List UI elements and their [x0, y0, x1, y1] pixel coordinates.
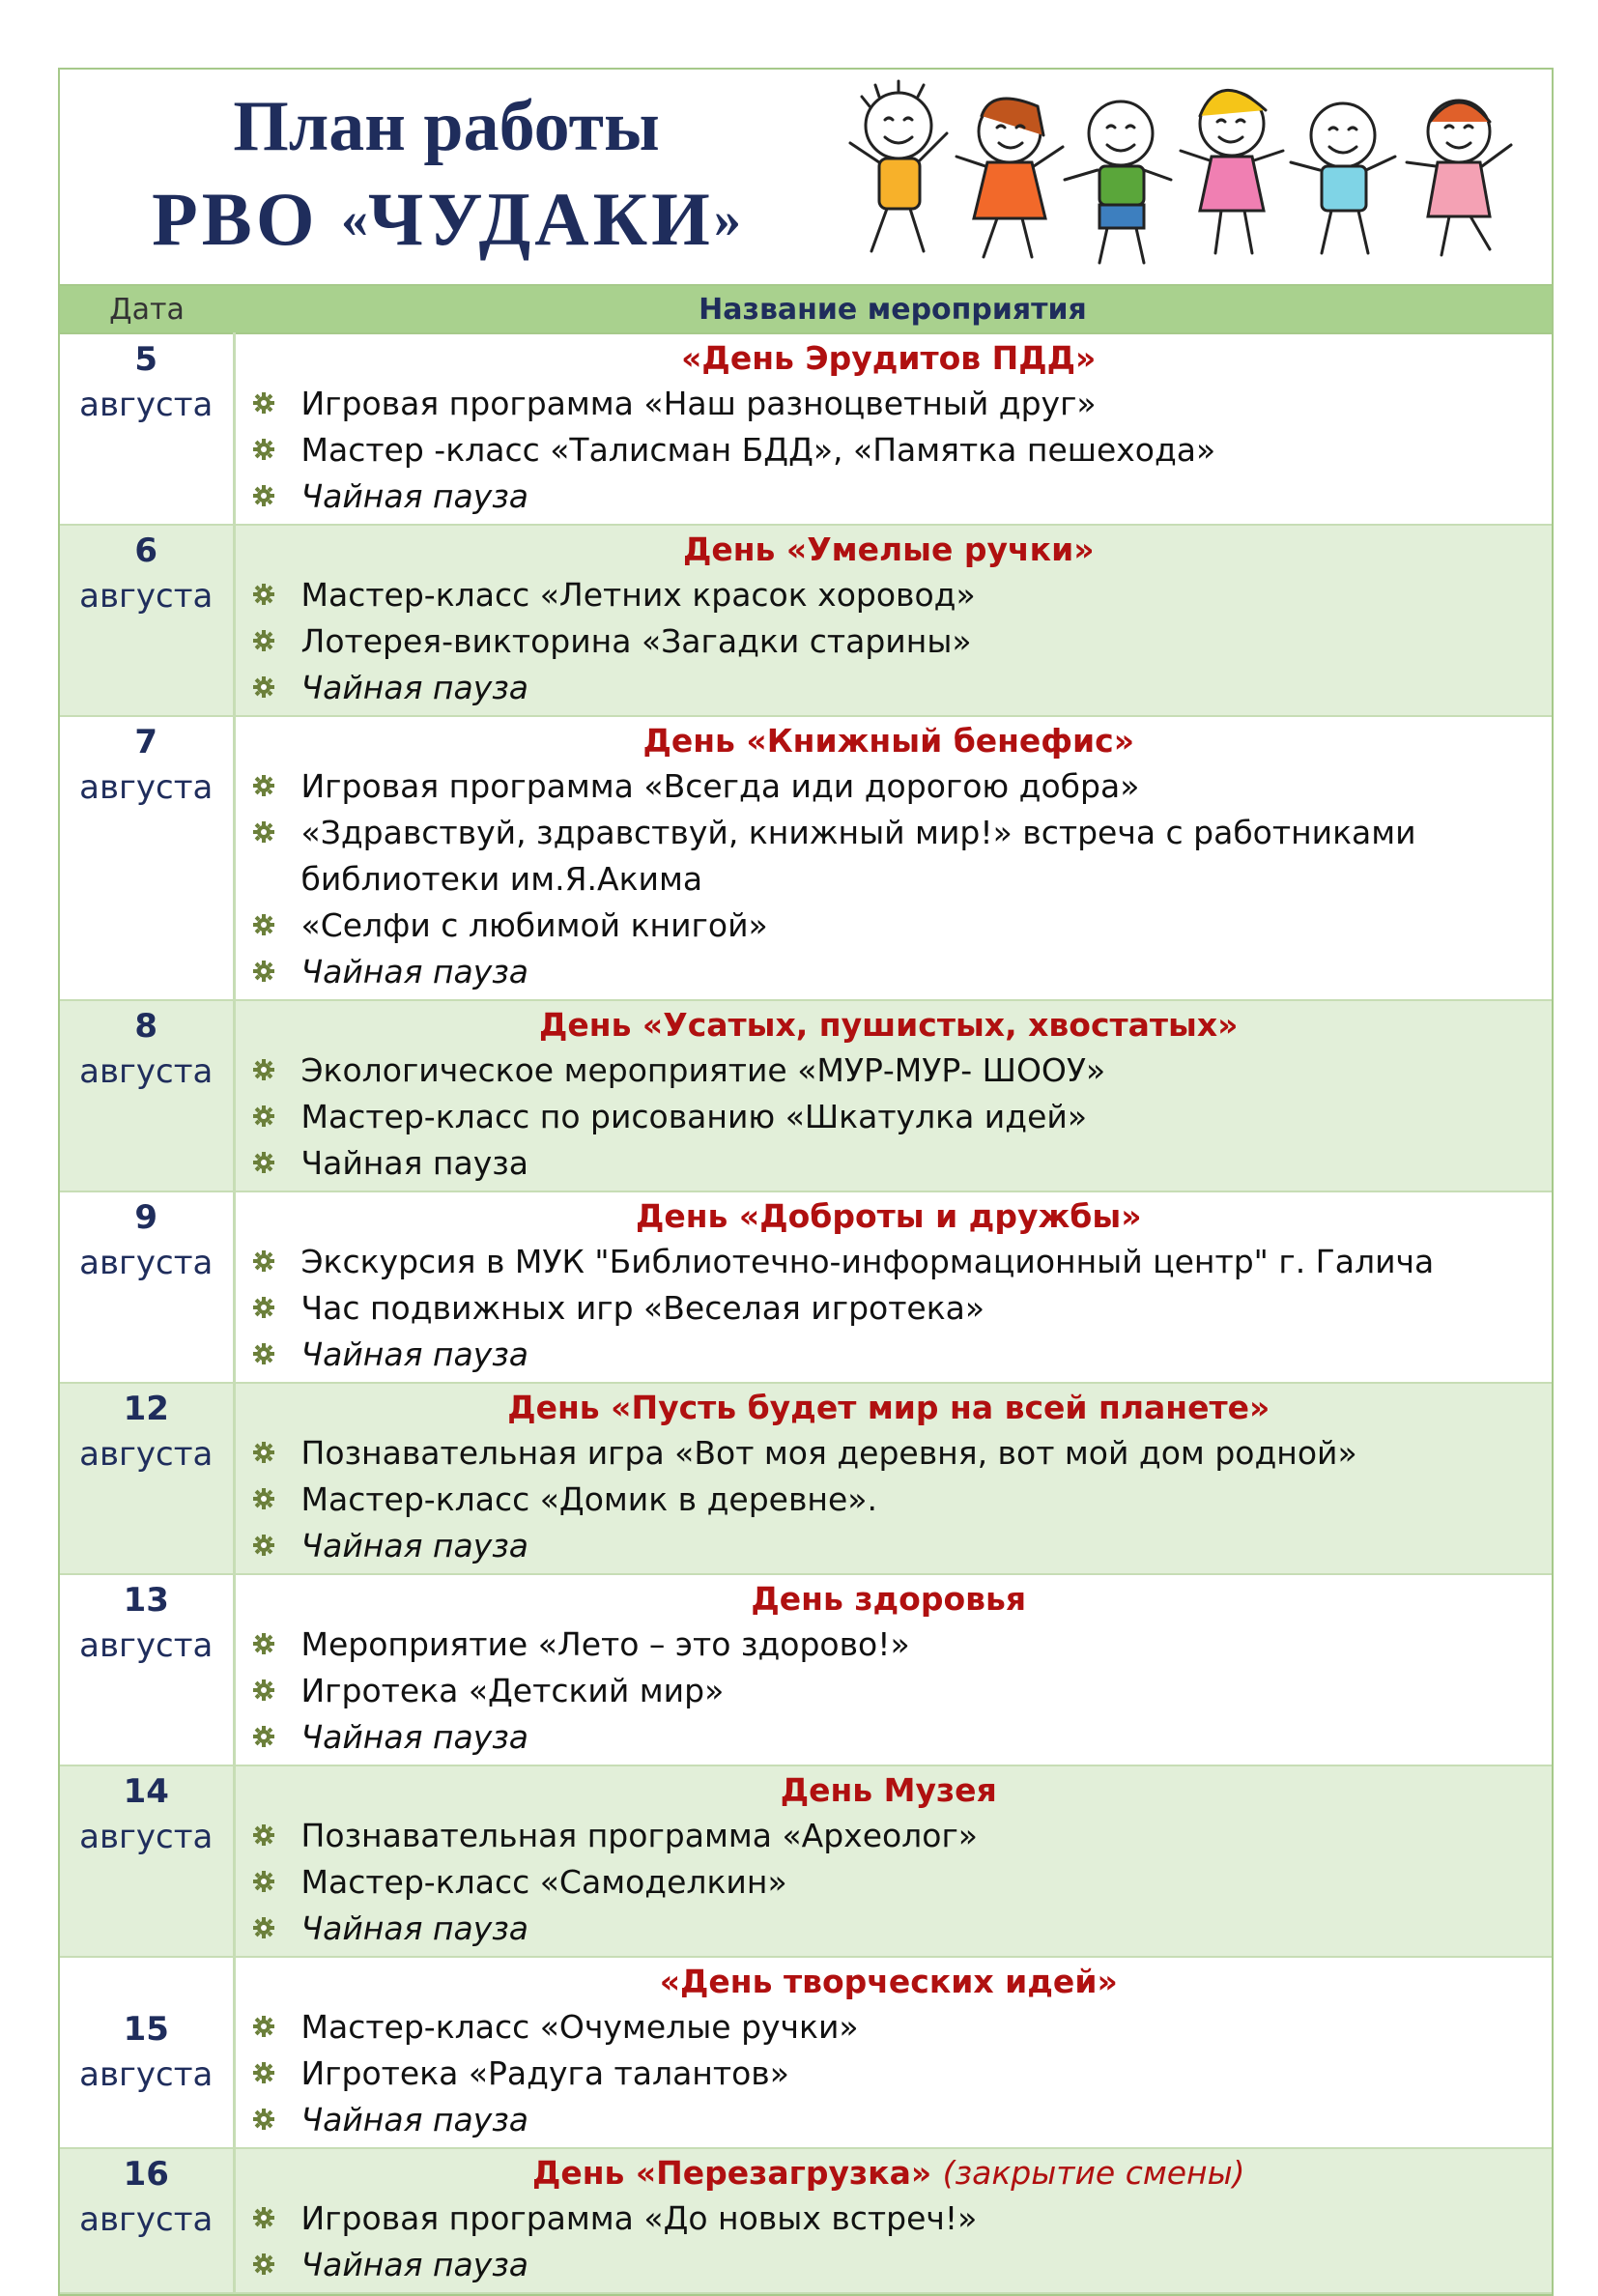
activity-item	[236, 427, 1543, 474]
date-day: 8	[134, 1007, 158, 1046]
gear-bullet-icon	[253, 775, 274, 796]
event-cell	[234, 1383, 1552, 1574]
activity-item	[236, 381, 1543, 427]
event-title-text: День здоровья	[751, 1580, 1027, 1618]
activity-text: Чайная пауза	[300, 1909, 529, 1947]
activity-item	[236, 903, 1543, 949]
gear-bullet-icon	[253, 630, 274, 651]
activity-text: Чайная пауза	[300, 2101, 529, 2138]
activity-item	[236, 1430, 1543, 1477]
gear-bullet-icon	[253, 485, 274, 506]
activity-item	[236, 572, 1543, 618]
activity-item	[236, 1906, 1543, 1952]
event-title-text: День «Книжный бенефис»	[642, 722, 1135, 760]
activity-item	[236, 1477, 1543, 1523]
activity-list	[236, 1239, 1543, 1378]
date-month: августа	[79, 1052, 214, 1091]
activity-item	[236, 763, 1543, 810]
activity-text: Лотерея-викторина «Загадки старины»	[300, 622, 972, 660]
event-title-text: День Музея	[780, 1771, 997, 1809]
activity-item	[236, 1523, 1543, 1569]
date-month: августа	[79, 577, 214, 616]
activity-text: Экологическое мероприятие «МУР-МУР- ШООУ»	[300, 1051, 1106, 1089]
gear-bullet-icon	[253, 2253, 274, 2275]
event-title-text: День «Усатых, пушистых, хвостатых»	[539, 1006, 1239, 1044]
event-cell	[234, 333, 1552, 525]
date-month: августа	[79, 1818, 214, 1856]
date-day: 9	[134, 1198, 158, 1237]
activity-text: Чайная пауза	[300, 1527, 529, 1564]
gear-bullet-icon	[253, 961, 274, 982]
activity-text: Мастер-класс «Самоделкин»	[300, 1863, 787, 1901]
gear-bullet-icon	[253, 1535, 274, 1556]
event-title-text: «День творческих идей»	[659, 1963, 1118, 2000]
activity-item	[236, 1048, 1543, 1094]
schedule-rows	[60, 333, 1552, 2293]
column-header-event: Название мероприятия	[234, 286, 1552, 333]
gear-bullet-icon	[253, 1442, 274, 1463]
activity-text: Игротека «Детский мир»	[300, 1672, 725, 1709]
gear-bullet-icon	[253, 392, 274, 414]
gear-bullet-icon	[253, 914, 274, 935]
table-row	[60, 525, 1552, 716]
activity-item	[236, 810, 1543, 903]
event-cell	[234, 1191, 1552, 1383]
gear-bullet-icon	[253, 439, 274, 460]
activity-text: Игровая программа «Всегда иди дорогою добра»	[300, 767, 1140, 805]
gear-bullet-icon	[253, 2062, 274, 2083]
event-title-text: День «Пусть будет мир на всей планете»	[507, 1389, 1270, 1426]
gear-bullet-icon	[253, 1152, 274, 1173]
activity-text: Экскурсия в МУК "Библиотечно-информационный центр" г. Галича	[300, 1243, 1435, 1280]
event-cell	[234, 1574, 1552, 1765]
event-title	[236, 528, 1543, 572]
activity-text: Чайная пауза	[300, 1144, 529, 1182]
date-cell	[60, 2148, 234, 2293]
date-cell	[60, 1383, 234, 1574]
activity-text: Игровая программа «До новых встреч!»	[300, 2199, 978, 2237]
activity-text: Игровая программа «Наш разноцветный друг»	[300, 385, 1097, 422]
activity-list	[236, 763, 1543, 995]
date-cell	[60, 333, 234, 525]
date-day: 16	[123, 2155, 169, 2194]
event-title	[236, 1194, 1543, 1239]
event-title-text: День «Умелые ручки»	[682, 531, 1095, 568]
gear-bullet-icon	[253, 1824, 274, 1846]
activity-item	[236, 1332, 1543, 1378]
activity-list	[236, 1813, 1543, 1952]
gear-bullet-icon	[253, 1250, 274, 1272]
event-title	[236, 719, 1543, 763]
table-row	[60, 1574, 1552, 1765]
title-line-2	[60, 177, 833, 261]
table-row	[60, 1191, 1552, 1383]
activity-text: Час подвижных игр «Веселая игротека»	[300, 1289, 985, 1327]
activity-item	[236, 1859, 1543, 1906]
gear-bullet-icon	[253, 1488, 274, 1509]
date-month: августа	[79, 386, 214, 424]
date-month: августа	[79, 1244, 214, 1282]
activity-text: Чайная пауза	[300, 477, 529, 515]
event-title-note: (закрытие смены)	[942, 2154, 1245, 2192]
activity-text: «Здравствуй, здравствуй, книжный мир!» встреча с работниками библиотеки им.Я.Акима	[300, 814, 1416, 898]
event-title	[236, 1960, 1543, 2004]
activity-text: Познавательная игра «Вот моя деревня, вот мой дом родной»	[300, 1434, 1357, 1472]
activity-text: Мастер-класс «Летних красок хоровод»	[300, 576, 976, 614]
gear-bullet-icon	[253, 1871, 274, 1892]
table-row	[60, 1000, 1552, 1191]
gear-bullet-icon	[253, 821, 274, 843]
gear-bullet-icon	[253, 2109, 274, 2130]
activity-item	[236, 2097, 1543, 2143]
activity-item	[236, 1714, 1543, 1761]
date-month: августа	[79, 2055, 214, 2094]
event-cell	[234, 1000, 1552, 1191]
activity-text: Чайная пауза	[300, 669, 529, 706]
activity-list	[236, 1048, 1543, 1187]
schedule-sheet	[58, 68, 1554, 2296]
activity-list	[236, 2004, 1543, 2143]
activity-text: Чайная пауза	[300, 1718, 529, 1756]
event-title	[236, 1386, 1543, 1430]
date-day: 5	[134, 340, 158, 379]
gear-bullet-icon	[253, 1343, 274, 1364]
activity-item	[236, 1140, 1543, 1187]
table-row	[60, 1765, 1552, 1957]
date-day: 12	[123, 1390, 169, 1428]
table-header-row	[60, 286, 1552, 333]
activity-text: Чайная пауза	[300, 1335, 529, 1373]
gear-bullet-icon	[253, 2207, 274, 2228]
schedule-table	[60, 286, 1552, 2294]
title-line-1: План работы	[233, 87, 660, 166]
activity-list	[236, 1430, 1543, 1569]
activity-item	[236, 949, 1543, 995]
date-cell	[60, 1574, 234, 1765]
event-cell	[234, 1765, 1552, 1957]
date-cell	[60, 525, 234, 716]
activity-item	[236, 1285, 1543, 1332]
gear-bullet-icon	[253, 1633, 274, 1654]
event-cell	[234, 716, 1552, 1000]
date-day: 6	[134, 531, 158, 570]
table-row	[60, 1383, 1552, 1574]
activity-text: Чайная пауза	[300, 2246, 529, 2283]
activity-item	[236, 474, 1543, 520]
table-row	[60, 2148, 1552, 2293]
date-day: 14	[123, 1772, 169, 1811]
date-cell	[60, 1000, 234, 1191]
date-cell	[60, 1191, 234, 1383]
activity-item	[236, 618, 1543, 665]
activity-text: Познавательная программа «Археолог»	[300, 1817, 978, 1854]
gear-bullet-icon	[253, 584, 274, 605]
date-month: августа	[79, 2200, 214, 2239]
activity-item	[236, 1813, 1543, 1859]
gear-bullet-icon	[253, 2016, 274, 2037]
title-open-quote: «	[341, 189, 368, 249]
column-header-date: Дата	[60, 286, 234, 333]
event-cell	[234, 2148, 1552, 2293]
event-title	[236, 336, 1543, 381]
event-title-text: «День Эрудитов ПДД»	[681, 339, 1097, 377]
event-cell	[234, 1957, 1552, 2148]
table-row	[60, 333, 1552, 525]
activity-item	[236, 2004, 1543, 2051]
gear-bullet-icon	[253, 1726, 274, 1747]
date-month: августа	[79, 1626, 214, 1665]
gear-bullet-icon	[253, 1105, 274, 1127]
gear-bullet-icon	[253, 1679, 274, 1701]
activity-list	[236, 381, 1543, 520]
date-cell	[60, 716, 234, 1000]
activity-item	[236, 1622, 1543, 1668]
date-month: августа	[79, 768, 214, 807]
date-month: августа	[79, 1435, 214, 1474]
event-cell	[234, 525, 1552, 716]
page-header	[60, 70, 1552, 286]
activity-item	[236, 1239, 1543, 1285]
activity-list	[236, 1622, 1543, 1761]
event-title	[236, 1003, 1543, 1048]
dancing-kids-illustration	[841, 77, 1536, 278]
date-day: 7	[134, 723, 158, 761]
gear-bullet-icon	[253, 1917, 274, 1938]
activity-text: Чайная пауза	[300, 953, 529, 990]
event-title	[236, 2151, 1543, 2196]
activity-item	[236, 2242, 1543, 2288]
activity-text: Мастер-класс «Домик в деревне».	[300, 1480, 877, 1518]
table-row	[60, 716, 1552, 1000]
title-prefix: РВО	[152, 177, 319, 261]
date-cell	[60, 1957, 234, 2148]
title-club-name: ЧУДАКИ	[368, 177, 714, 261]
activity-item	[236, 1094, 1543, 1140]
activity-text: Мастер-класс по рисованию «Шкатулка идей»	[300, 1098, 1088, 1135]
activity-text: Игротека «Радуга талантов»	[300, 2054, 789, 2092]
table-row	[60, 1957, 1552, 2148]
event-title	[236, 1577, 1543, 1622]
activity-item	[236, 1668, 1543, 1714]
gear-bullet-icon	[253, 676, 274, 698]
event-title-text: День «Перезагрузка»	[531, 2154, 932, 2192]
activity-text: Мастер -класс «Талисман БДД», «Памятка пешехода»	[300, 431, 1216, 469]
event-title-text: День «Доброты и дружбы»	[635, 1197, 1142, 1235]
activity-text: Мероприятие «Лето – это здорово!»	[300, 1625, 910, 1663]
activity-item	[236, 665, 1543, 711]
date-cell	[60, 1765, 234, 1957]
activity-item	[236, 2051, 1543, 2097]
activity-item	[236, 2196, 1543, 2242]
date-day: 13	[123, 1581, 169, 1620]
date-day: 15	[123, 2010, 169, 2049]
activity-text: Мастер-класс «Очумелые ручки»	[300, 2008, 859, 2046]
gear-bullet-icon	[253, 1297, 274, 1318]
activity-list	[236, 2196, 1543, 2288]
event-title	[236, 1768, 1543, 1813]
gear-bullet-icon	[253, 1059, 274, 1080]
activity-text: «Селфи с любимой книгой»	[300, 906, 768, 944]
title-close-quote: »	[713, 189, 741, 249]
activity-list	[236, 572, 1543, 711]
